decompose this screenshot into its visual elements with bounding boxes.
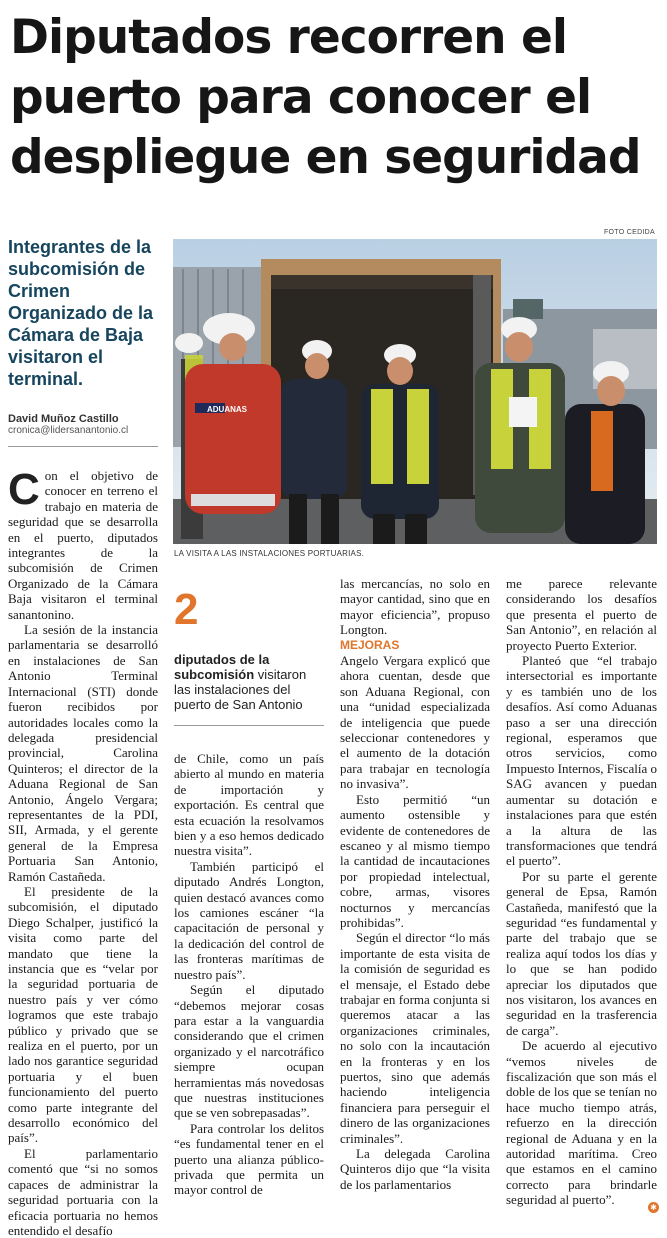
byline	[8, 413, 160, 436]
paragraph: También participó el diputado Andrés Longton, quien destacó avances como los camiones escáner “la capacitación de personal y la dedicación del control de las fronteras marítimas de nuestro país”.	[174, 858, 324, 982]
author-email[interactable]: cronica@lidersanantonio.cl	[8, 425, 129, 436]
paragraph: Según el director “lo más importante de esta visita de la comisión de seguridad es el mensaje, el Estado debe trabajar en forma conjunta si queremos atacar a las organizaciones criminales, no solo con la incautación en la fronteras y en los puertos, sino que además haciendo inteligencia financiera para perseguir el dinero de las organizaciones criminales”.	[340, 930, 490, 1146]
paragraph: Para controlar los delitos “es fundamental tener en el puerto una alianza público-privada que permita un mayor control de	[174, 1120, 324, 1198]
photo-caption: LA VISITA A LAS INSTALACIONES PORTUARIAS.	[174, 549, 365, 558]
paragraph: La delegada Carolina Quinteros dijo que “la visita de los parlamentarios	[340, 1146, 490, 1192]
lead-summary: Integrantes de la subcomisión de Crimen Organizado de la Cámara de Baja visitaron el terminal.	[8, 237, 154, 389]
dropcap: C	[8, 465, 40, 514]
highlight-text	[174, 652, 322, 712]
paragraph: La sesión de la instancia parlamentaria se desarrolló en instalaciones de San Antonio Terminal Internacional (STI) donde fueron recibidos por autoridades locales como la delegada presidencial provincial, Carolina Quinteros; el director de la Aduana Regional de San Antonio, Ángelo Vergara; representantes de la PDI, SII, Armada, y el gerente general de la Empresa Portuaria San Antonio, Ramón Castañeda.	[8, 622, 158, 884]
column-2	[174, 751, 324, 1198]
divider	[174, 725, 324, 726]
paragraph: Por su parte el gerente general de Epsa, Ramón Castañeda, manifestó que la seguridad “es fundamental y parte del trabajo que se realiza aquí todos los días y lo que se han podido apreciar los diputados que nos visitaron, los avances en seguridad en la trasferencia de carga”.	[506, 868, 657, 1038]
paragraph	[8, 465, 158, 622]
paragraph: de Chile, como un país abierto al mundo en materia de importación y exportación. Es central que esta ecuación la resolvamos bien y a eso hemos dedicado nuestra visita”.	[174, 751, 324, 859]
column-3	[340, 576, 490, 1192]
divider	[8, 446, 158, 447]
paragraph: Según el diputado “debemos mejorar cosas para estar a la vanguardia considerando que el crimen organizado y el narcotráfico siempre ocupan herramientas más novedosas que nuestras instituciones que se ven sobrepasadas”.	[174, 982, 324, 1121]
paragraph: Planteó que “el trabajo intersectorial es importante y es también uno de los desafíos. Así como Aduanas paso a ser una dirección regional, esperamos que otros servicios, como Impuesto Internos, Fiscalía o SAG avancen y puedan aumentar su dotación e instalaciones para que estén a la altura de las transformaciones que tendrá el puerto”.	[506, 653, 657, 869]
end-mark-icon: ✱	[648, 1202, 659, 1213]
column-1	[8, 465, 158, 1238]
section-subhead: MEJORAS	[340, 637, 400, 652]
highlight-number: 2	[174, 585, 199, 634]
paragraph-text: on el objetivo de conocer en terreno el trabajo en materia de seguridad que se desarrolla en el puerto, diputados integrantes de la subcomisión de Crimen Organizado de la Cámara Baja visitaron el terminal sanantonino.	[8, 468, 158, 622]
paragraph: me parece relevante considerando los desafíos que presenta el puerto de San Antonio”, en relación al proyecto Puerto Exterior.	[506, 576, 657, 653]
port-visit-illustration	[173, 239, 657, 544]
column-4	[506, 576, 657, 1208]
headline: Diputados recorren el puerto para conocer el despliegue en seguridad	[10, 10, 641, 185]
highlight-bold: diputados de la subcomisión	[174, 652, 270, 682]
highlight-rest: visitaron las instalaciones del puerto de San Antonio	[174, 667, 307, 712]
paragraph: De acuerdo al ejecutivo “vemos niveles de fiscalización que son más el doble de los que se tenían no hace mucho tiempo atrás, refuerzo en la dirección regional de Aduana y en la autoridad marítima. Creo que estamos en el camino correcto para brindarle seguridad al puerto”.	[506, 1038, 657, 1208]
paragraph: Esto permitió “un aumento ostensible y evidente de contenedores de escaneo y al mismo tiempo la cantidad de incautaciones por propiedad intelectual, cobre, armas, visores nocturnos y mercancías prohibidas”.	[340, 791, 490, 930]
author-name: David Muñoz Castillo	[8, 413, 119, 425]
photo-credit: FOTO CEDIDA	[603, 229, 655, 236]
vest-label: ADUANAS	[207, 405, 247, 414]
article-photo	[173, 239, 657, 544]
paragraph: El parlamentario comentó que “si no somos capaces de administrar la seguridad portuaria con la eficacia portuaria no hemos entendido el desafío	[8, 1145, 158, 1238]
paragraph: las mercancías, no solo en mayor cantidad, sino que en mayor eficiencia”, propuso Longton.	[340, 576, 490, 638]
paragraph: Angelo Vergara explicó que ahora cuentan, desde que son Aduana Regional, con una “unidad especializada de inteligencia que puede seleccionar contenedores y el aumento de la dotación para trabajar en tecnología no invasiva”.	[340, 653, 490, 792]
paragraph: El presidente de la subcomisión, el diputado Diego Schalper, justificó la visita como parte del mandato que tiene la instancia que es “velar por la seguridad portuaria de nuestro país y ver cómo logramos que este trabajo público y privado que se realiza en el puerto, por un lado nos garantice seguridad portuaria y el buen funcionamiento del puerto como parte integrante del desarrollo económico del país”.	[8, 883, 158, 1146]
